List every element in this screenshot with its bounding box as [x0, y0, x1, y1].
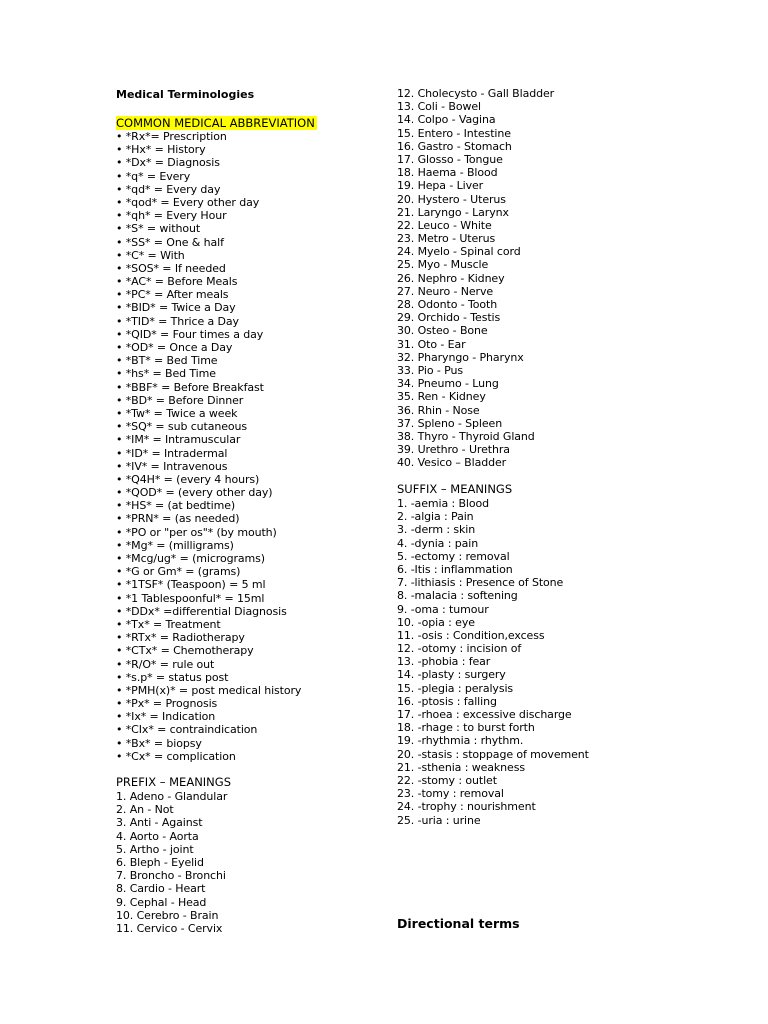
- prefix-item: 13. Coli - Bowel: [397, 100, 481, 114]
- prefix-item: 9. Cephal - Head: [116, 895, 207, 909]
- suffix-item: 12. -otomy : incision of: [397, 642, 522, 656]
- prefix-item: 5. Artho - joint: [116, 842, 194, 856]
- prefix-item: 30. Osteo - Bone: [397, 324, 488, 338]
- prefix-list-right: [397, 87, 554, 469]
- abbreviation-item: • *RTx* = Radiotherapy: [116, 631, 245, 645]
- abbreviation-item: • *PMH(x)* = post medical history: [116, 683, 302, 697]
- abbreviation-item: • *SS* = One & half: [116, 235, 224, 249]
- suffix-item: 17. -rhoea : excessive discharge: [397, 708, 572, 721]
- abbreviation-heading: [116, 116, 317, 130]
- prefix-item: 37. Spleno - Spleen: [397, 416, 503, 430]
- suffix-item: 6. -Itis : inflammation: [397, 562, 513, 576]
- prefix-item: 4. Aorto - Aorta: [116, 829, 199, 843]
- prefix-item: 28. Odonto - Tooth: [397, 298, 498, 311]
- abbreviation-item: • *Cx* = complication: [116, 749, 236, 763]
- prefix-heading: PREFIX – MEANINGS: [116, 775, 231, 789]
- abbreviation-item: • *1TSF* (Teaspoon) = 5 ml: [116, 578, 266, 592]
- suffix-item: 24. -trophy : nourishment: [397, 800, 536, 814]
- abbreviation-item: • *HS* = (at bedtime): [116, 499, 236, 513]
- prefix-item: 8. Cardio - Heart: [116, 882, 206, 896]
- abbreviation-item: • *hs* = Bed Time: [116, 367, 216, 381]
- prefix-item: 22. Leuco - White: [397, 218, 492, 232]
- prefix-item: 21. Laryngo - Larynx: [397, 205, 509, 219]
- suffix-item: 7. -lithiasis : Presence of Stone: [397, 576, 564, 590]
- prefix-item: 16. Gastro - Stomach: [397, 139, 512, 153]
- abbreviation-item: • *qod* = Every other day: [116, 195, 260, 209]
- suffix-heading: SUFFIX – MEANINGS: [397, 482, 513, 496]
- prefix-item: 18. Haema - Blood: [397, 166, 498, 180]
- prefix-item: 27. Neuro - Nerve: [397, 284, 494, 298]
- prefix-item: 36. Rhin - Nose: [397, 403, 480, 417]
- suffix-item: 18. -rhage : to burst forth: [397, 721, 535, 735]
- prefix-item: 3. Anti - Against: [116, 816, 203, 830]
- abbreviation-item: • *PC* = After meals: [116, 288, 229, 302]
- abbreviation-item: • *Mg* = (milligrams): [116, 538, 234, 552]
- prefix-item: 15. Entero - Intestine: [397, 126, 511, 140]
- prefix-item: 25. Myo - Muscle: [397, 258, 489, 272]
- abbreviation-item: • *SQ* = sub cutaneous: [116, 420, 248, 434]
- abbreviation-item: • *Mcg/ug* = (micrograms): [116, 552, 265, 565]
- abbreviation-item: • *Rx*= Prescription: [116, 130, 227, 143]
- abbreviation-item: • *Q4H* = (every 4 hours): [116, 472, 260, 486]
- abbreviation-item: • *BBF* = Before Breakfast: [116, 380, 264, 394]
- prefix-item: 32. Pharyngo - Pharynx: [397, 350, 524, 364]
- suffix-item: 13. -phobia : fear: [397, 655, 491, 669]
- abbreviation-item: • *C* = With: [116, 248, 185, 262]
- abbreviation-item: • *qd* = Every day: [116, 182, 221, 196]
- prefix-item: 33. Pio - Pus: [397, 363, 463, 377]
- suffix-item: 10. -opia : eye: [397, 615, 475, 629]
- prefix-item: 20. Hystero - Uterus: [397, 192, 506, 206]
- abbreviation-item: • *OD* = Once a Day: [116, 341, 233, 354]
- abbreviation-item: • *IV* = Intravenous: [116, 459, 228, 473]
- prefix-item: 29. Orchido - Testis: [397, 311, 501, 325]
- abbreviation-item: • *s.p* = status post: [116, 670, 229, 684]
- document-title: Medical Terminologies: [116, 88, 255, 101]
- prefix-item: 11. Cervico - Cervix: [116, 921, 223, 935]
- abbreviation-item: • *R/O* = rule out: [116, 657, 215, 671]
- directional-terms-heading: Directional terms: [397, 916, 520, 931]
- prefix-item: 23. Metro - Uterus: [397, 232, 496, 246]
- prefix-item: 19. Hepa - Liver: [397, 179, 484, 193]
- abbreviation-item: • *TID* = Thrice a Day: [116, 314, 239, 328]
- abbreviation-item: • *QID* = Four times a day: [116, 327, 264, 341]
- suffix-item: 14. -plasty : surgery: [397, 668, 506, 682]
- prefix-item: 31. Oto - Ear: [397, 337, 466, 351]
- prefix-list-left: [116, 790, 227, 935]
- prefix-item: 26. Nephro - Kidney: [397, 271, 505, 285]
- abbreviation-item: • *AC* = Before Meals: [116, 275, 238, 289]
- abbreviation-heading-text: COMMON MEDICAL ABBREVIATION: [116, 116, 315, 130]
- prefix-item: 35. Ren - Kidney: [397, 390, 486, 404]
- abbreviation-item: • *G or Gm* = (grams): [116, 565, 241, 579]
- abbreviation-item: • *Bx* = biopsy: [116, 736, 202, 750]
- suffix-item: 8. -malacia : softening: [397, 589, 518, 603]
- abbreviation-item: • *Hx* = History: [116, 143, 206, 157]
- abbreviation-item: • *1 Tablespoonful* = 15ml: [116, 591, 265, 605]
- abbreviation-item: • *ID* = Intradermal: [116, 446, 228, 460]
- prefix-item: 39. Urethro - Urethra: [397, 443, 510, 457]
- prefix-item: 34. Pneumo - Lung: [397, 377, 499, 391]
- abbreviation-item: • *CTx* = Chemotherapy: [116, 644, 254, 658]
- suffix-item: 9. -oma : tumour: [397, 602, 489, 616]
- suffix-item: 5. -ectomy : removal: [397, 549, 510, 563]
- abbreviation-item: • *BD* = Before Dinner: [116, 393, 244, 407]
- suffix-item: 11. -osis : Condition,excess: [397, 628, 545, 642]
- prefix-item: 40. Vesico – Bladder: [397, 456, 507, 470]
- abbreviation-item: • *DDx* =differential Diagnosis: [116, 604, 287, 618]
- abbreviation-item: • *PRN* = (as needed): [116, 512, 240, 526]
- abbreviation-item: • *SOS* = If needed: [116, 261, 226, 275]
- suffix-list: [397, 497, 589, 827]
- abbreviation-item: • *PO or "per os"* (by mouth): [116, 525, 277, 539]
- abbreviation-item: • *BT* = Bed Time: [116, 354, 218, 368]
- suffix-item: 3. -derm : skin: [397, 523, 476, 537]
- abbreviation-item: • *CIx* = contraindication: [116, 723, 258, 737]
- prefix-item: 14. Colpo - Vagina: [397, 113, 496, 127]
- suffix-item: 23. -tomy : removal: [397, 787, 504, 801]
- suffix-item: 20. -stasis : stoppage of movement: [397, 747, 589, 761]
- abbreviation-item: • *q* = Every: [116, 169, 191, 183]
- abbreviation-item: • *Px* = Prognosis: [116, 697, 218, 711]
- suffix-item: 2. -algia : Pain: [397, 510, 474, 524]
- suffix-item: 21. -sthenia : weakness: [397, 760, 525, 774]
- abbreviation-item: • *Tx* = Treatment: [116, 617, 221, 631]
- prefix-item: 7. Broncho - Bronchi: [116, 869, 226, 883]
- abbreviation-item: • *IM* = Intramuscular: [116, 433, 241, 447]
- prefix-item: 24. Myelo - Spinal cord: [397, 245, 521, 259]
- prefix-item: 10. Cerebro - Brain: [116, 908, 219, 922]
- prefix-item: 2. An - Not: [116, 803, 174, 817]
- suffix-item: 16. -ptosis : falling: [397, 694, 497, 708]
- suffix-item: 22. -stomy : outlet: [397, 773, 497, 787]
- suffix-item: 15. -plegia : peralysis: [397, 681, 514, 695]
- prefix-item: 6. Bleph - Eyelid: [116, 855, 204, 869]
- abbreviation-item: • *QOD* = (every other day): [116, 486, 273, 500]
- prefix-item: 1. Adeno - Glandular: [116, 790, 228, 803]
- suffix-item: 4. -dynia : pain: [397, 536, 479, 550]
- prefix-item: 17. Glosso - Tongue: [397, 152, 503, 166]
- abbreviation-item: • *BID* = Twice a Day: [116, 301, 236, 315]
- prefix-item: 12. Cholecysto - Gall Bladder: [397, 87, 555, 100]
- prefix-item: 38. Thyro - Thyroid Gland: [397, 429, 535, 443]
- abbreviation-item: • *Tw* = Twice a week: [116, 406, 238, 420]
- suffix-item: 19. -rhythmia : rhythm.: [397, 734, 524, 748]
- abbreviation-item: • *Dx* = Diagnosis: [116, 156, 220, 170]
- abbreviation-item: • *Ix* = Indication: [116, 710, 216, 724]
- suffix-item: 1. -aemia : Blood: [397, 497, 490, 510]
- abbreviation-item: • *qh* = Every Hour: [116, 209, 227, 223]
- abbreviation-item: • *S* = without: [116, 222, 201, 236]
- suffix-item: 25. -uria : urine: [397, 813, 481, 827]
- abbreviation-list: [116, 130, 301, 763]
